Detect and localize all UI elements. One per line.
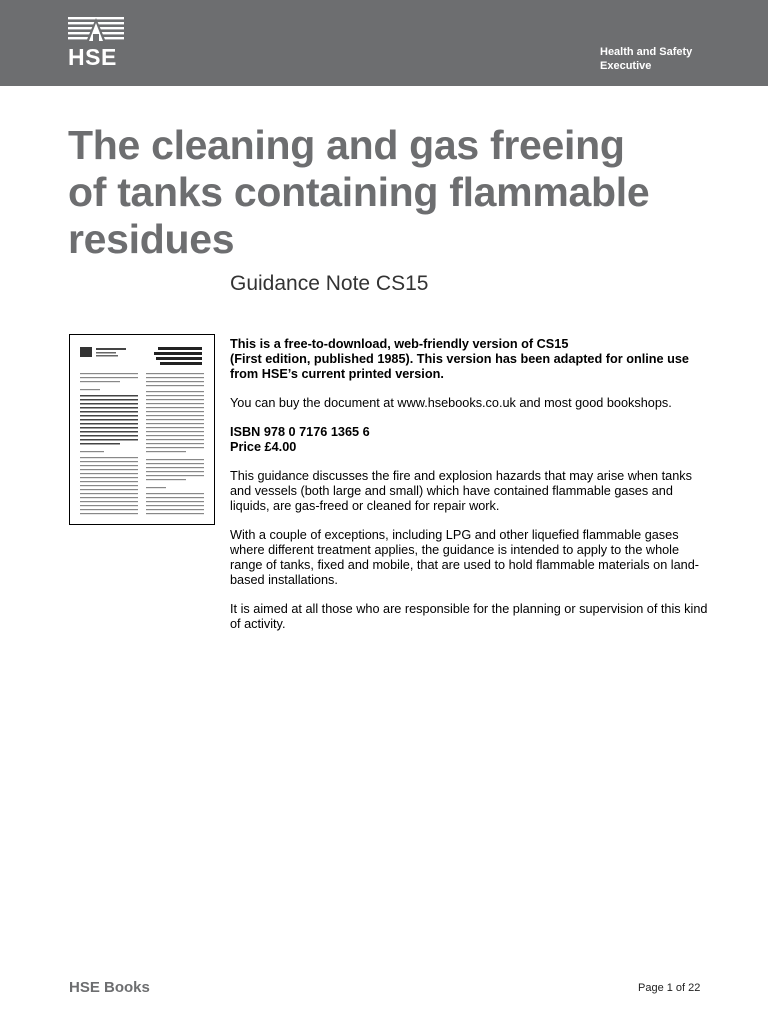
page-subtitle: Guidance Note CS15 (230, 272, 429, 295)
isbn: ISBN 978 0 7176 1365 6 (230, 425, 370, 439)
title-line-2: of tanks containing flammable (68, 169, 650, 215)
paragraph-scope: With a couple of exceptions, including LPG and other liquefied flammable gases where different treatment applies, the guidance is intended to apply to the whole range of tanks, fixed and mobile, that are used to hold flammable materials on land-based installations. (230, 528, 699, 587)
intro-line-3: from HSE’s current printed version. (230, 367, 444, 381)
footer-publisher: HSE Books (69, 979, 150, 996)
org-name (600, 45, 692, 73)
paragraph-audience: It is aimed at all those who are responsible for the planning or supervision of this kind of activity. (230, 602, 708, 631)
intro-line-1: This is a free-to-download, web-friendly version of CS15 (230, 337, 569, 351)
intro-content (230, 337, 710, 646)
buy-paragraph: You can buy the document at www.hsebooks.co.uk and most good bookshops. (230, 396, 672, 410)
logo-text: HSE (68, 44, 117, 70)
document-cover-thumbnail (69, 334, 215, 525)
intro-line-2: (First edition, published 1985). This version has been adapted for online use (230, 352, 689, 366)
org-line-2: Executive (600, 60, 652, 72)
page-title (68, 122, 728, 263)
thumbnail-image (70, 335, 214, 524)
title-line-3: residues (68, 216, 235, 262)
paragraph-hazards: This guidance discusses the fire and explosion hazards that may arise when tanks and vessels (both large and small) which have contained flammable gases and liquids, are gas-freed or cleaned for repair work. (230, 469, 692, 513)
page-number: Page 1 of 22 (638, 982, 701, 994)
header-bar (0, 0, 768, 86)
isbn-price (230, 425, 710, 455)
title-line-1: The cleaning and gas freeing (68, 122, 625, 168)
intro-paragraph (230, 337, 710, 382)
org-line-1: Health and Safety (600, 46, 693, 58)
price: Price £4.00 (230, 440, 297, 454)
